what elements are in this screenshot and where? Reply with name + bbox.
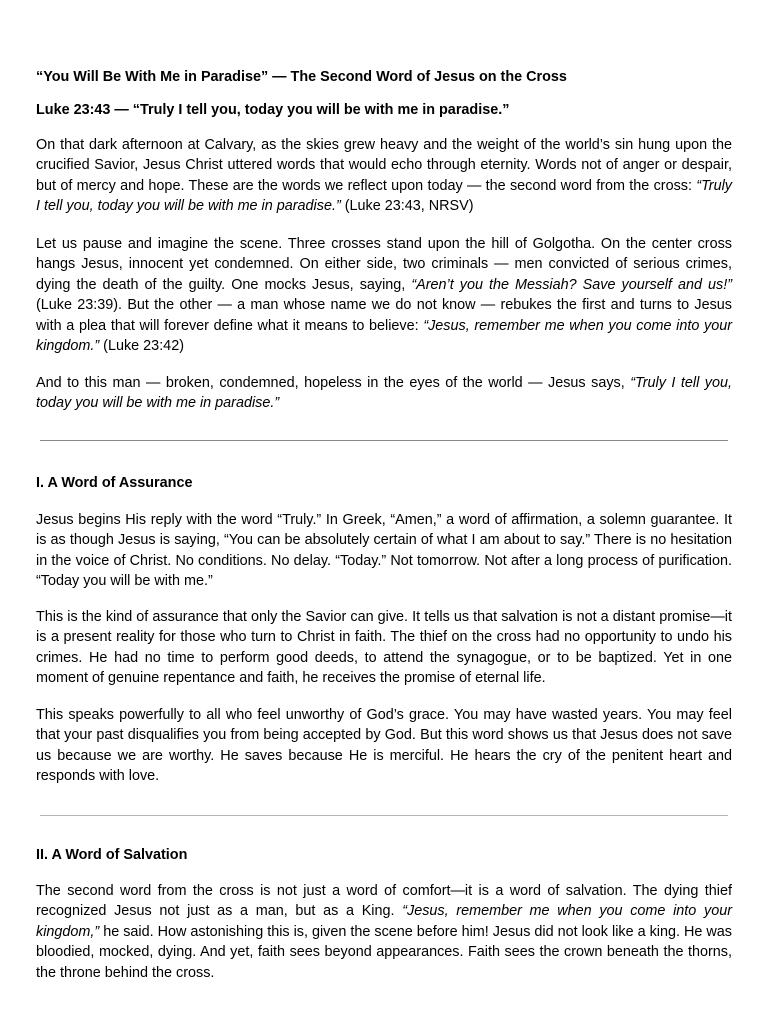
text-run: On that dark afternoon at Calvary, as the skies grew heavy and the weight of the world’s sin hung upon the crucified Savior, Jesus Christ uttered words that would echo through eternity. Words not of anger or despair, but of mercy and hope. These are the words we reflect upon today — the second word from the cross: — [36, 137, 732, 194]
text-run: The second word from the cross is not just a word of comfort—it is a word of salvation. The dying thief recognized Jesus not just as a man, but as a King. — [36, 883, 732, 920]
section-heading-salvation: II. A Word of Salvation — [36, 847, 188, 863]
assurance-paragraph-3 — [36, 705, 732, 787]
sermon-title: “You Will Be With Me in Paradise” — The Second Word of Jesus on the Cross — [36, 69, 567, 85]
section-heading-assurance: I. A Word of Assurance — [36, 475, 193, 491]
text-run: Let us pause and imagine the scene. Three crosses stand upon the hill of Golgotha. On the center cross hangs Jesus, innocent yet condemned. On either side, two criminals — men convicted of serious crimes, dying the death of the guilty. One mocks Jesus, saying, — [36, 236, 732, 293]
text-run: (Luke 23:43, NRSV) — [340, 198, 474, 215]
text-run: he said. How astonishing this is, given the scene before him! Jesus did not look like a king. He was bloodied, mocked, dying. And yet, faith sees beyond appearances. Faith sees the crown beneath the thorns, the throne behind the cross. — [36, 923, 732, 981]
assurance-paragraph-1 — [36, 510, 732, 592]
salvation-paragraph-1 — [36, 881, 732, 983]
section-divider — [40, 440, 728, 441]
scripture-quote: “Truly I tell you, today you will be with me in paradise.” — [36, 177, 732, 215]
scripture-quote: “Truly I tell you, today you will be with me in paradise.” — [36, 375, 733, 412]
intro-paragraph-1 — [36, 135, 732, 217]
assurance-paragraph-2 — [36, 607, 732, 689]
scripture-quote: “Aren’t you the Messiah? Save yourself and us!” — [411, 276, 732, 293]
section-divider — [40, 815, 728, 816]
text-run: This is the kind of assurance that only the Savior can give. It tells us that salvation is not a distant promise—it is a present reality for those who turn to Christ in faith. The thief on the cross had no opportunity to undo his crimes. He had no time to perform good deeds, to attend the synagogue, or to be baptized. Yet in one moment of genuine repentance and faith, he receives the promise of eternal life. — [36, 609, 732, 687]
scripture-quote: “Jesus, remember me when you come into your kingdom,” — [36, 903, 732, 940]
text-run: (Luke 23:42) — [99, 338, 184, 355]
text-run: (Luke 23:39). But the other — a man whose name we do not know — rebukes the first and turns to Jesus with a plea that will forever define what it means to believe: — [36, 297, 732, 334]
intro-paragraph-2 — [36, 234, 732, 356]
text-run: This speaks powerfully to all who feel unworthy of God’s grace. You may have wasted years. You may feel that your past disqualifies you from being accepted by God. But this word shows us that Jesus does not save us because we are worthy. He saves because He is merciful. He hears the cry of the penitent heart and responds with love. — [36, 707, 732, 785]
text-run: Jesus begins His reply with the word “Truly.” In Greek, “Amen,” a word of affirmation, a solemn guarantee. It is as though Jesus is saying, “You can be absolutely certain of what I am about to say.” There is no hesitation in the voice of Christ. No conditions. No delay. “Today.” Not tomorrow. Not after a long process of purification. “Today you will be with me.” — [36, 512, 732, 590]
scripture-quote: “Jesus, remember me when you come into your kingdom.” — [36, 317, 732, 355]
scripture-reference: Luke 23:43 — “Truly I tell you, today you will be with me in paradise.” — [36, 102, 510, 118]
text-run: And to this man — broken, condemned, hopeless in the eyes of the world — Jesus says, — [36, 375, 631, 391]
intro-paragraph-3 — [36, 373, 732, 414]
